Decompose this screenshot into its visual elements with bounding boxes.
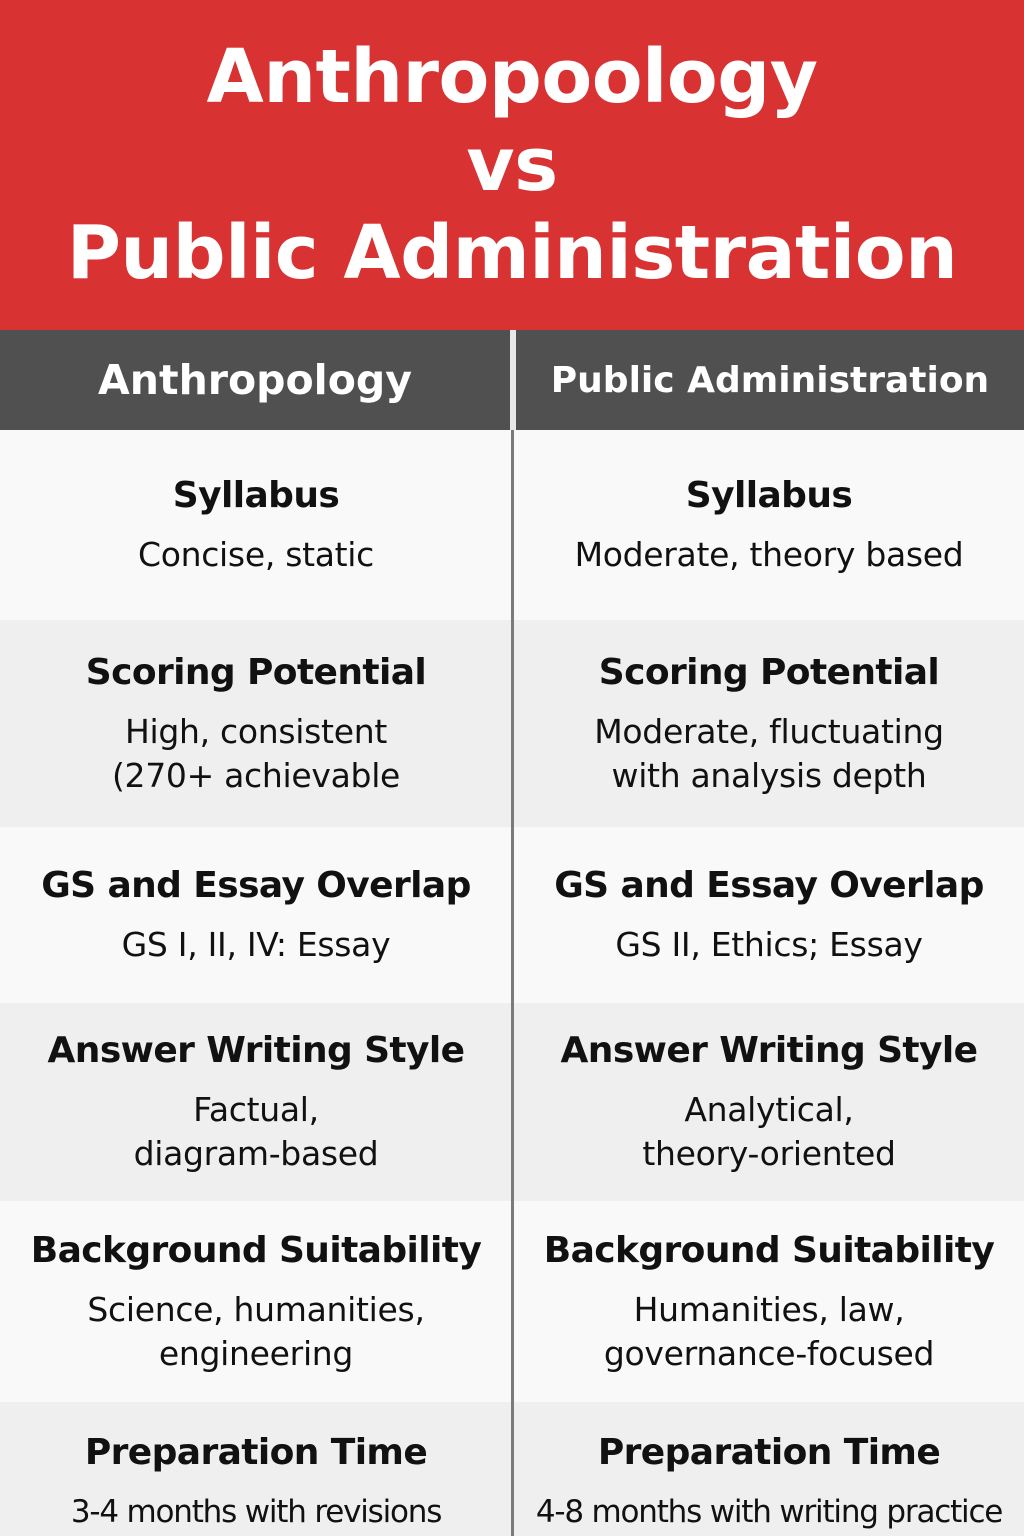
criterion-heading: Syllabus	[172, 475, 340, 516]
criterion-value: Analytical, theory-oriented	[642, 1090, 896, 1173]
criterion-heading: Syllabus	[685, 475, 853, 516]
criterion-value: GS II, Ethics; Essay	[615, 925, 923, 964]
criterion-heading: GS and Essay Overlap	[41, 865, 471, 906]
column-header-public-administration: Public Administration	[550, 359, 990, 401]
criterion-heading: Scoring Potential	[85, 651, 427, 693]
column-divider	[511, 430, 514, 1536]
column-header-anthropology: Anthropology	[98, 356, 412, 404]
criterion-value: Moderate, fluctuating with analysis depth	[594, 711, 944, 795]
criterion-heading: Background Suitability	[30, 1229, 482, 1271]
anthropology-cell	[0, 827, 512, 1003]
anthropology-cell	[0, 430, 512, 620]
public-administration-cell	[514, 430, 1024, 620]
anthropology-cell	[0, 620, 512, 827]
anthropology-cell	[0, 1201, 512, 1402]
title-banner	[0, 0, 1024, 330]
title-line-1: Anthropoology	[206, 34, 818, 120]
criterion-value: Moderate, theory based	[574, 535, 964, 574]
criterion-value: 3-4 months with revisions	[70, 1494, 442, 1530]
criterion-value: High, consistent (270+ achievable	[111, 711, 401, 795]
public-administration-cell	[514, 1003, 1024, 1201]
criterion-heading: Scoring Potential	[598, 651, 940, 693]
public-administration-cell	[514, 620, 1024, 827]
criterion-heading: GS and Essay Overlap	[554, 865, 984, 906]
criterion-value: Humanities, law, governance-focused	[603, 1289, 935, 1373]
criterion-value: Science, humanities, engineering	[87, 1289, 425, 1373]
criterion-heading: Answer Writing Style	[560, 1030, 978, 1071]
anthropology-cell	[0, 1003, 512, 1201]
criterion-heading: Preparation Time	[84, 1432, 428, 1473]
public-administration-cell	[514, 1201, 1024, 1402]
criterion-value: 4-8 months with writing practice	[535, 1494, 1003, 1530]
criterion-heading: Background Suitability	[543, 1229, 995, 1271]
criterion-value: Concise, static	[137, 535, 375, 574]
title-line-2: vs	[466, 122, 558, 208]
criterion-value: Factual, diagram-based	[133, 1090, 379, 1173]
criterion-heading: Answer Writing Style	[47, 1030, 465, 1071]
public-administration-cell	[514, 827, 1024, 1003]
public-administration-cell	[514, 1402, 1024, 1536]
header-divider	[510, 330, 516, 430]
criterion-value: GS I, II, IV: Essay	[121, 925, 391, 964]
title-line-3: Public Administration	[66, 210, 958, 296]
anthropology-cell	[0, 1402, 512, 1536]
criterion-heading: Preparation Time	[597, 1432, 941, 1473]
